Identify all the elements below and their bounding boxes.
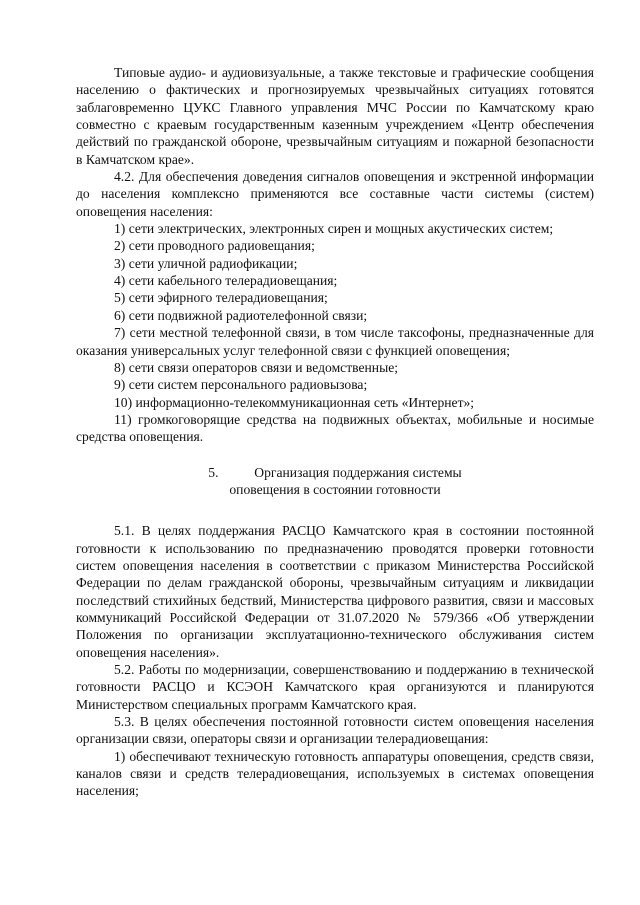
- section-heading-line-1: [76, 464, 594, 481]
- paragraph: 5.2. Работы по модернизации, совершенствованию и поддержанию в технической готовности РАСЦО и КСЭОН Камчатского края организуются и планируются Министерством специальных программ Камчатского края.: [76, 662, 594, 712]
- list-item: 1) обеспечивают техническую готовность аппаратуры оповещения, средств связи, каналов связи и средств телерадиовещания, используемых в системах оповещения населения;: [76, 748, 594, 799]
- list-item: 3) сети уличной радиофикации;: [114, 255, 298, 271]
- document-page: [76, 64, 594, 800]
- list-item: 6) сети подвижной радиотелефонной связи;: [114, 307, 368, 323]
- section-number: 5.: [208, 464, 219, 480]
- paragraph: 5.1. В целях поддержания РАСЦО Камчатского края в состоянии постоянной готовности к использованию по предназначению проводятся проверки готовности систем оповещения населения в соответствии с приказом Министерства Российской Федерации по делам гражданской обороны, чрезвычайным ситуациям и ликвидации последствий стихийных бедствий, Министерства цифрового развития, связи и массовых коммуникаций Российской Федерации от 31.07.2020 № 579/366 «Об утверждении Положения по организации эксплуатационно-технического обслуживания систем оповещения населения».: [76, 523, 594, 660]
- list-item: 2) сети проводного радиовещания;: [114, 238, 315, 254]
- paragraph: 4.2. Для обеспечения доведения сигналов оповещения и экстренной информации до населения комплексно применяются все составные части системы (систем) оповещения населения:: [76, 169, 594, 219]
- bottom-content: [76, 522, 594, 800]
- paragraph: Типовые аудио- и аудиовизуальные, а также текстовые и графические сообщения населению о фактических и прогнозируемых чрезвычайных ситуациях готовятся заблаговременно ЦУКС Главного управления МЧС России по Камчатскому краю совместно с краевым государственным казенным учреждением «Центр обеспечения действий по гражданской обороне, чрезвычайным ситуациям и пожарной безопасности в Камчатском крае».: [76, 65, 594, 167]
- list-item: 4) сети кабельного телерадиовещания;: [114, 273, 338, 289]
- paragraph: 5.3. В целях обеспечения постоянной готовности систем оповещения населения организации связи, операторы связи и организации телерадиовещания:: [76, 714, 594, 747]
- list-item: 10) информационно-телекоммуникационная сеть «Интернет»;: [114, 394, 475, 410]
- section-title-line-1: Организация поддержания системы: [254, 464, 462, 480]
- list-item: 8) сети связи операторов связи и ведомственные;: [114, 359, 399, 375]
- list-item: 7) сети местной телефонной связи, в том числе таксофоны, предназначенные для оказания универсальных услуг телефонной связи с функцией оповещения;: [76, 325, 594, 358]
- list-item: 1) сети электрических, электронных сирен и мощных акустических систем;: [114, 221, 554, 237]
- top-content: [76, 64, 594, 446]
- section-title-line-2: оповещения в состоянии готовности: [229, 481, 441, 497]
- list-item: 11) громкоговорящие средства на подвижных объектах, мобильные и носимые средства оповещения.: [76, 411, 594, 445]
- section-heading: [76, 464, 594, 499]
- list-item: 5) сети эфирного телерадиовещания;: [114, 290, 328, 306]
- list-item: 9) сети систем персонального радиовызова;: [114, 377, 368, 393]
